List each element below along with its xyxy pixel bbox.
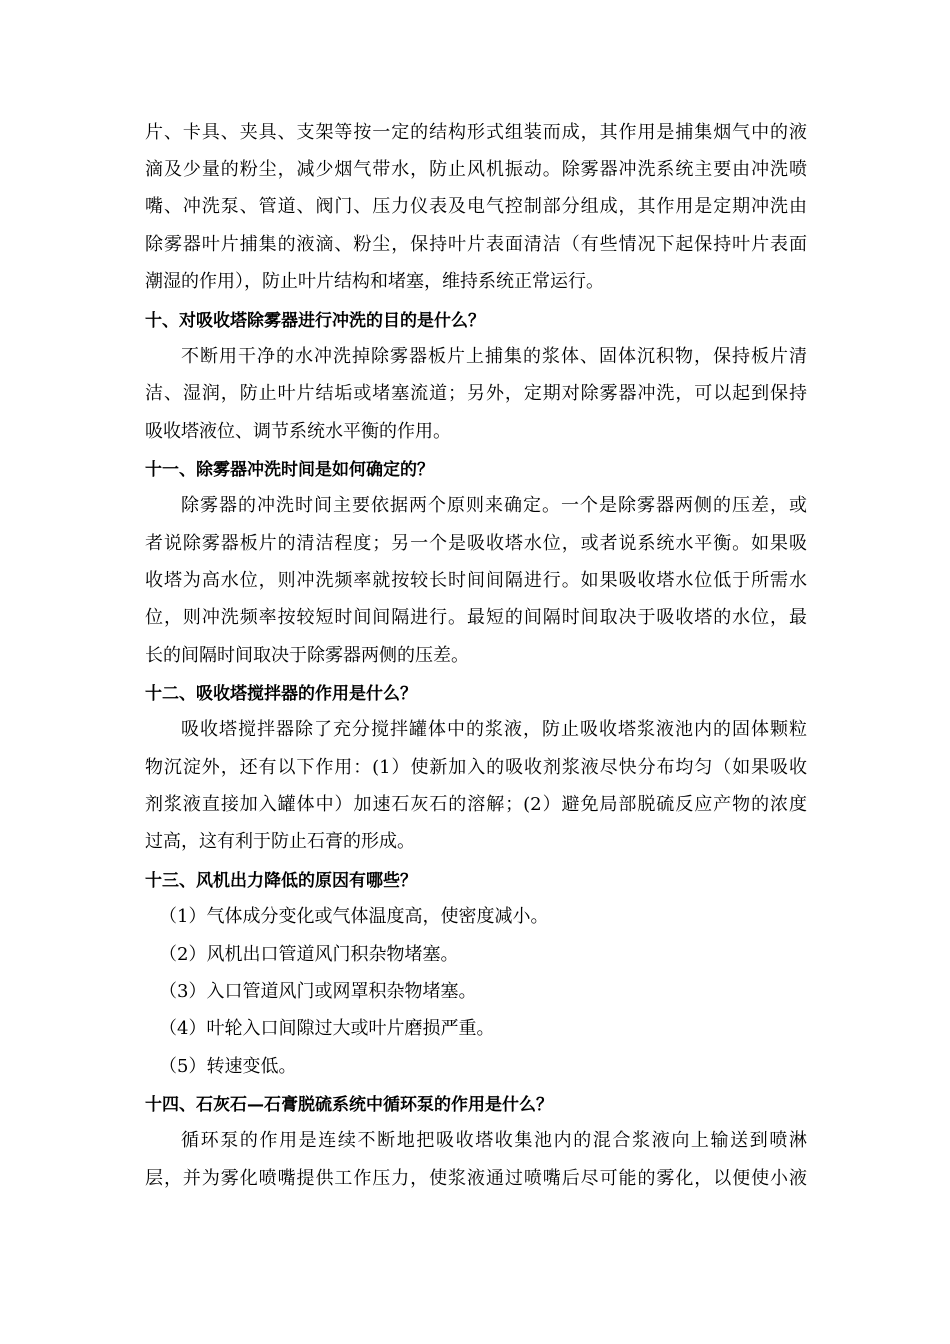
- paragraph-line: 长的间隔时间取决于除雾器两侧的压差。: [145, 645, 469, 666]
- section-heading: 十、对吸收塔除雾器进行冲洗的目的是什么？: [145, 311, 485, 331]
- paragraph-line: 嘴、冲洗泵、管道、阀门、压力仪表及电气控制部分组成，其作用是定期冲洗由: [145, 196, 807, 217]
- paragraph-line: 不断用干净的水冲洗掉除雾器板片上捕集的浆体、固体沉积物，保持板片清: [181, 346, 807, 367]
- list-item: （3）入口管道风门或网罩积杂物堵塞。: [159, 981, 477, 1002]
- paragraph-line: 洁、湿润，防止叶片结垢或堵塞流道；另外，定期对除雾器冲洗，可以起到保持: [145, 383, 807, 404]
- section-heading: 十四、石灰石—石膏脱硫系统中循环泵的作用是什么？: [145, 1095, 553, 1115]
- paragraph-line: 层，并为雾化喷嘴提供工作压力，使浆液通过喷嘴后尽可能的雾化，以便使小液: [145, 1168, 807, 1189]
- paragraph-line: 滴及少量的粉尘，减少烟气带水，防止风机振动。除雾器冲洗系统主要由冲洗喷: [145, 159, 807, 180]
- paragraph-line: 过高，这有利于防止石膏的形成。: [145, 831, 415, 852]
- section-heading: 十三、风机出力降低的原因有哪些？: [145, 871, 417, 891]
- paragraph-line: 除雾器叶片捕集的液滴、粉尘，保持叶片表面清洁（有些情况下起保持叶片表面: [145, 234, 807, 255]
- paragraph-line: 片、卡具、夹具、支架等按一定的结构形式组装而成，其作用是捕集烟气中的液: [145, 122, 807, 143]
- list-item: （4）叶轮入口间隙过大或叶片磨损严重。: [159, 1018, 495, 1039]
- section-heading: 十二、吸收塔搅拌器的作用是什么？: [145, 684, 417, 704]
- paragraph-line: 除雾器的冲洗时间主要依据两个原则来确定。一个是除雾器两侧的压差，或: [181, 495, 807, 516]
- paragraph-line: 吸收塔液位、调节系统水平衡的作用。: [145, 421, 451, 442]
- paragraph-line: 收塔为高水位，则冲洗频率就按较长时间间隔进行。如果吸收塔水位低于所需水: [145, 570, 807, 591]
- paragraph-line: 潮湿的作用），防止叶片结构和堵塞，维持系统正常运行。: [145, 271, 604, 292]
- paragraph-line: 者说除雾器板片的清洁程度；另一个是吸收塔水位，或者说系统水平衡。如果吸: [145, 533, 807, 554]
- paragraph-line: 物沉淀外，还有以下作用：(1）使新加入的吸收剂浆液尽快分布均匀（如果吸收: [145, 757, 807, 778]
- paragraph-line: 循环泵的作用是连续不断地把吸收塔收集池内的混合浆液向上输送到喷淋: [181, 1130, 807, 1151]
- section-heading: 十一、除雾器冲洗时间是如何确定的？: [145, 460, 434, 480]
- paragraph-line: 位，则冲洗频率按较短时间间隔进行。最短的间隔时间取决于吸收塔的水位，最: [145, 607, 807, 628]
- paragraph-line: 吸收塔搅拌器除了充分搅拌罐体中的浆液，防止吸收塔浆液池内的固体颗粒: [181, 719, 807, 740]
- list-item: （2）风机出口管道风门积杂物堵塞。: [159, 944, 459, 965]
- paragraph-line: 剂浆液直接加入罐体中）加速石灰石的溶解；(2）避免局部脱硫反应产物的浓度: [145, 794, 807, 815]
- list-item: （5）转速变低。: [159, 1056, 297, 1077]
- list-item: （1）气体成分变化或气体温度高，使密度减小。: [159, 906, 549, 927]
